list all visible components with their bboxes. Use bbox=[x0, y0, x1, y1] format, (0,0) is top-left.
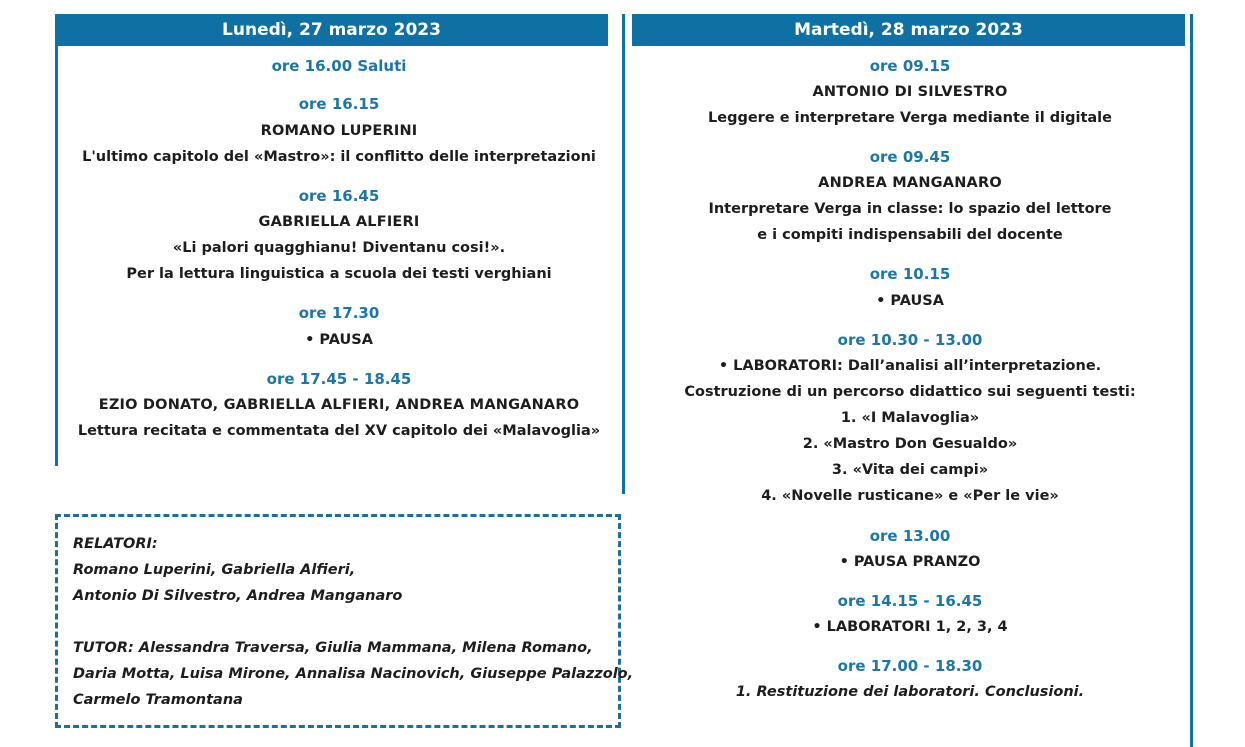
day2-pausa-pranzo: • PAUSA PRANZO bbox=[839, 554, 981, 570]
day1-item2-title: L'ultimo capitolo del «Mastro»: il conflitto delle interpretazioni bbox=[82, 149, 596, 165]
day2-item6-time: ore 14.15 - 16.45 bbox=[837, 592, 983, 610]
day2-item5-time: ore 13.00 bbox=[869, 527, 951, 545]
day2-laboratori-pm: • LABORATORI 1, 2, 3, 4 bbox=[812, 619, 1008, 635]
day2-laboratori-text2: 2. «Mastro Don Gesualdo» bbox=[802, 436, 1018, 452]
relatori-line1: Romano Luperini, Gabriella Alfieri, bbox=[73, 562, 356, 578]
tutor-line3: Carmelo Tramontana bbox=[73, 692, 243, 708]
day2-header: Martedì, 28 marzo 2023 bbox=[632, 14, 1185, 46]
day1-item2-speaker: ROMANO LUPERINI bbox=[260, 123, 418, 139]
day2-item2-speaker: ANDREA MANGANARO bbox=[818, 175, 1002, 191]
day1-pausa: • PAUSA bbox=[305, 332, 373, 348]
day2-pausa: • PAUSA bbox=[876, 293, 944, 309]
day1-item2-time: ore 16.15 bbox=[298, 95, 380, 113]
right-divider bbox=[1190, 14, 1193, 747]
day1-header: Lunedì, 27 marzo 2023 bbox=[55, 14, 608, 46]
day2-item3-time: ore 10.15 bbox=[869, 265, 951, 283]
day1-item3-speaker: GABRIELLA ALFIERI bbox=[258, 214, 420, 230]
tutor-line1: TUTOR: Alessandra Traversa, Giulia Mammana, Milena Romano, bbox=[73, 640, 593, 656]
day1-item4-time: ore 17.30 bbox=[298, 304, 380, 322]
relatori-line2: Antonio Di Silvestro, Andrea Manganaro bbox=[73, 588, 403, 604]
day2-item1-time: ore 09.15 bbox=[869, 57, 951, 75]
day2-item4-time: ore 10.30 - 13.00 bbox=[837, 331, 983, 349]
day2-item2-title-line2: e i compiti indispensabili del docente bbox=[757, 227, 1063, 243]
day2-item7-time: ore 17.00 - 18.30 bbox=[837, 657, 983, 675]
day2-laboratori-text1: 1. «I Malavoglia» bbox=[840, 410, 980, 426]
day2-conclusioni: 1. Restituzione dei laboratori. Conclusioni. bbox=[735, 684, 1085, 700]
day2-item2-title-line1: Interpretare Verga in classe: lo spazio del lettore bbox=[708, 201, 1112, 217]
tutor-line2: Daria Motta, Luisa Mirone, Annalisa Nacinovich, Giuseppe Palazzolo, bbox=[73, 666, 634, 682]
day1-item3-title-line2: Per la lettura linguistica a scuola dei testi verghiani bbox=[126, 266, 552, 282]
day1-item5-title: Lettura recitata e commentata del XV capitolo dei «Malavoglia» bbox=[77, 423, 601, 439]
relatori-box bbox=[55, 514, 634, 728]
day2-laboratori-line1: • LABORATORI: Dall’analisi all’interpretazione. bbox=[718, 358, 1102, 374]
day1-item5-speaker: EZIO DONATO, GABRIELLA ALFIERI, ANDREA MANGANARO bbox=[98, 397, 580, 413]
day2-item2-time: ore 09.45 bbox=[869, 148, 951, 166]
relatori-heading: RELATORI: bbox=[73, 536, 158, 552]
day2-laboratori-text4: 4. «Novelle rusticane» e «Per le vie» bbox=[761, 488, 1059, 504]
day1-item3-title-line1: «Li palori quagghianu! Diventanu cosi!». bbox=[172, 240, 506, 256]
day1-item3-time: ore 16.45 bbox=[298, 187, 380, 205]
center-divider bbox=[622, 14, 625, 494]
day2-item1-title: Leggere e interpretare Verga mediante il digitale bbox=[708, 110, 1112, 126]
day1-item5-time: ore 17.45 - 18.45 bbox=[266, 370, 412, 388]
day2-laboratori-line2: Costruzione di un percorso didattico sui seguenti testi: bbox=[684, 384, 1136, 400]
day1-item1-time: ore 16.00 Saluti bbox=[271, 57, 407, 75]
left-divider bbox=[55, 14, 58, 466]
day2-item1-speaker: ANTONIO DI SILVESTRO bbox=[812, 84, 1008, 100]
day2-laboratori-text3: 3. «Vita dei campi» bbox=[831, 462, 989, 478]
